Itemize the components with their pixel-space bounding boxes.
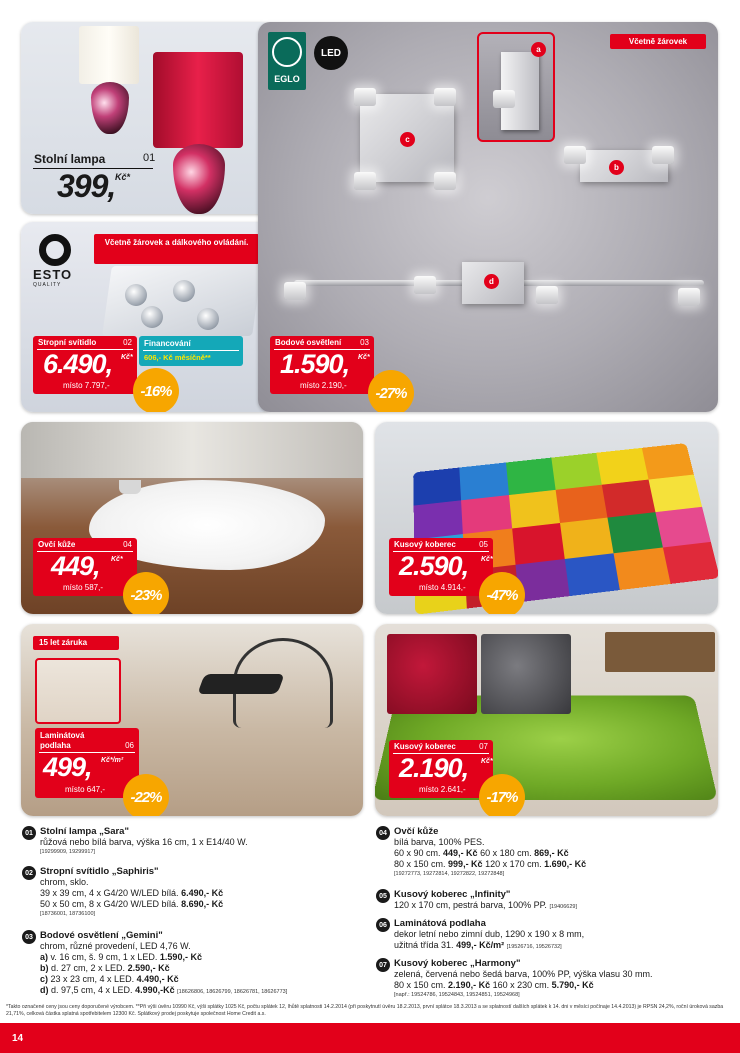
item-number-badge: 02 (22, 866, 36, 880)
spot-head (564, 146, 586, 164)
lamp-base-large (173, 144, 225, 214)
item-variant: užitná třída 31. (394, 940, 454, 950)
product-price: 2.590, (399, 551, 469, 581)
spot-head (434, 88, 456, 106)
item-detail: zelená, červená nebo šedá barva, 100% PP, výška vlasu 30 mm. (394, 969, 653, 979)
item-codes: [19406629] (549, 904, 577, 910)
discount-badge: -22% (123, 774, 169, 816)
item-title: Bodové osvětlení „Gemini" (40, 930, 163, 941)
price-box (389, 740, 493, 798)
spot-head (354, 172, 376, 190)
item-variant: 39 x 39 cm, 4 x G4/20 W/LED bílá. (40, 888, 179, 898)
discount-badge: -47% (479, 572, 525, 614)
shelf-image (605, 632, 715, 672)
divider (143, 350, 239, 351)
red-rug-swatch (387, 634, 477, 714)
price-currency: Kč* (111, 556, 123, 563)
esto-logo-ring-icon (39, 234, 71, 266)
eglo-logo (268, 32, 306, 90)
promo-banner: Včetně žárovek (610, 34, 706, 49)
item-variant-price: 8.690,- Kč (181, 899, 224, 909)
product-name: Ovčí kůže (38, 540, 76, 549)
product-number: 05 (479, 540, 488, 549)
glass-globe-icon (197, 308, 219, 330)
original-price: místo 4.914,- (419, 583, 466, 592)
item-variant-price: 2.190,- Kč (448, 980, 491, 990)
item-number-badge: 06 (376, 918, 390, 932)
footer-bar (0, 1023, 740, 1053)
product-name: Kusový koberec (394, 540, 456, 549)
product-number: 01 (143, 152, 156, 164)
spot-head (493, 90, 515, 108)
price-box (33, 538, 137, 596)
description-06 (376, 918, 726, 951)
item-detail: růžová nebo bílá barva, výška 16 cm, 1 x E14/40 W. (40, 837, 248, 847)
item-number-badge: 03 (22, 930, 36, 944)
product-name: Stropní svítidlo (38, 338, 97, 347)
price-currency: Kč*/m² (101, 757, 124, 764)
led-badge: LED (314, 36, 348, 70)
item-number-badge: 01 (22, 826, 36, 840)
item-variant-price: 2.590,- Kč (127, 963, 170, 973)
product-number: 06 (125, 741, 134, 750)
original-price: místo 587,- (63, 583, 104, 592)
price-currency: Kč* (481, 556, 493, 563)
item-number-badge: 07 (376, 958, 390, 972)
item-title: Kusový koberec „Infinity" (394, 889, 511, 900)
price-box (35, 728, 139, 798)
discount-badge: -16% (133, 368, 179, 412)
variant-tag-a: a (531, 42, 546, 57)
glass-globe-icon (141, 306, 163, 328)
original-price: místo 2.641,- (419, 785, 466, 794)
description-05 (376, 889, 726, 911)
item-number-badge: 05 (376, 889, 390, 903)
item-variant: v. 16 cm, š. 9 cm, 1 x LED. (50, 952, 158, 962)
product-price: 6.490, (43, 349, 113, 379)
product-price: 449, (51, 551, 100, 581)
item-variant-price: 4.490,- Kč (136, 974, 179, 984)
item-variant-price: 869,- Kč (534, 848, 569, 858)
item-variant-price: 6.490,- Kč (181, 888, 224, 898)
item-codes: [např.: 19524786, 19524843, 19524851, 19524968] (394, 992, 520, 998)
item-variant-price: 449,- Kč (443, 848, 478, 858)
description-02 (22, 866, 362, 918)
item-variant: d. 27 cm, 2 x LED. (51, 963, 126, 973)
product-name: Kusový koberec (394, 742, 456, 751)
item-title: Laminátová podlaha (394, 918, 486, 929)
original-price: místo 2.190,- (300, 381, 347, 390)
product-panel-spot-lights[interactable] (258, 22, 718, 412)
item-number-badge: 04 (376, 826, 390, 840)
item-detail: dekor letní nebo zimní dub, 1290 x 190 x 8 mm, (394, 929, 585, 939)
cup-image (119, 480, 141, 494)
description-01 (22, 826, 362, 856)
item-title: Kusový koberec „Harmony" (394, 958, 521, 969)
item-detail: 120 x 170 cm, pestrá barva, 100% PP. (394, 900, 547, 910)
item-variant: 120 x 170 cm. (485, 859, 542, 869)
description-03 (22, 930, 372, 996)
product-panel-ceiling-light[interactable] (21, 222, 273, 412)
discount-badge: -23% (123, 572, 169, 614)
price-currency: Kč* (481, 758, 493, 765)
chair-seat (197, 674, 284, 694)
item-variant-price: 999,- Kč (448, 859, 483, 869)
product-number: 07 (479, 742, 488, 751)
page-number: 14 (12, 1033, 24, 1044)
original-price: místo 647,- (65, 785, 106, 794)
description-07 (376, 958, 734, 999)
item-variant: d. 97,5 cm, 4 x LED. (51, 985, 133, 995)
product-name: Bodové osvětlení (275, 338, 342, 347)
item-variant: 160 x 230 cm. (492, 980, 550, 990)
item-detail: chrom, sklo. (40, 877, 89, 887)
brand-name: ESTO (33, 267, 73, 282)
product-price: 499, (43, 752, 92, 782)
variant-tag-c: c (400, 132, 415, 147)
brand-name: EGLO (274, 74, 300, 84)
product-number: 02 (123, 338, 132, 347)
spot-head (678, 288, 700, 306)
item-variant-price: 499,- Kč/m² (456, 940, 505, 950)
variant-letter: a) (40, 952, 49, 962)
warranty-banner: 15 let záruka (33, 636, 119, 650)
spot-head (414, 276, 436, 294)
item-codes: [18626806, 18626799, 18626781, 18626773] (177, 989, 288, 995)
discount-badge: -17% (479, 774, 525, 816)
spot-head (536, 286, 558, 304)
item-variant: 50 x 50 cm, 8 x G4/20 W/LED bílá. (40, 899, 179, 909)
variant-tag-d: d (484, 274, 499, 289)
item-variant-price: 4.990,-Kč (135, 985, 175, 995)
item-detail: chrom, různé provedení, LED 4,76 W. (40, 941, 191, 951)
lamp-base-small (91, 82, 129, 134)
item-detail: bílá barva, 100% PES. (394, 837, 485, 847)
item-codes: [19272773, 19272814, 19272822, 19272848] (394, 871, 505, 877)
promo-banner: Včetně žárovek a dálkového ovládání. (94, 234, 259, 264)
item-codes: [19299909, 19299917] (40, 849, 96, 855)
esto-logo (33, 234, 79, 288)
price-currency: Kč* (358, 354, 370, 361)
laminate-swatch-image (35, 658, 121, 724)
item-variant-price: 1.590,- Kč (159, 952, 202, 962)
item-variant: 23 x 23 cm, 4 x LED. (50, 974, 135, 984)
item-codes: [18736001, 18736100] (40, 911, 96, 917)
original-price: místo 7.797,- (63, 381, 110, 390)
price-box (270, 336, 374, 394)
item-variant: 60 x 90 cm. (394, 848, 441, 858)
product-price: 1.590, (280, 349, 350, 379)
price-currency: Kč* (121, 354, 133, 361)
item-codes: [19526716, 19526732] (506, 944, 562, 950)
item-variant: 60 x 180 cm. (480, 848, 532, 858)
financing-title: Financování (144, 339, 191, 348)
eglo-logo-ring-icon (272, 37, 302, 67)
variant-letter: c) (40, 974, 49, 984)
wall-background (21, 422, 363, 478)
glass-globe-icon (173, 280, 195, 302)
spot-head (434, 172, 456, 190)
financing-value: 606,- Kč měsíčně** (144, 353, 211, 362)
variant-letter: b) (40, 963, 49, 973)
product-panel-lamp[interactable] (21, 22, 273, 214)
lamp-image-red (153, 52, 243, 148)
product-number: 03 (360, 338, 369, 347)
product-panel-rug-harmony[interactable] (375, 624, 718, 816)
spot-head (354, 88, 376, 106)
spot-head (652, 146, 674, 164)
brand-subtitle: QUALITY (33, 282, 62, 288)
price-box (389, 538, 493, 596)
legal-footnote: *Takto označené ceny jsou ceny doporučené výrobcem. **Při výši úvěru 10990 Kč, výši splátky 1025 Kč, počtu splátek 12, lhůtě splatnosti 14.2.2014 (při poskytnutí úvěru 18.2.2013, první splátce 18.3.2013 a se splatností dalších splátek k 14. dni v měsíci počínaje 14.4.2013) je RPSN 24,2%, roční úroková sazba 21,71%, celková částka splatná spotřebitelem 12300 Kč. Splátkový prodej poskytuje společnost Home Credit a.s. (6, 1004, 724, 1017)
lamp-image-white (79, 26, 139, 84)
product-name: Laminátová podlaha (40, 731, 85, 750)
product-panel-sheepskin[interactable] (21, 422, 363, 614)
discount-badge: -27% (368, 370, 414, 412)
financing-box (139, 336, 243, 366)
price-box (33, 336, 137, 394)
product-price: 2.190, (399, 753, 469, 783)
item-title: Stolní lampa „Sara" (40, 826, 129, 837)
product-name: Stolní lampa (34, 152, 106, 166)
grey-rug-swatch (481, 634, 571, 714)
product-number: 04 (123, 540, 132, 549)
item-variant: 80 x 150 cm. (394, 859, 446, 869)
product-panel-laminate[interactable] (21, 624, 363, 816)
glass-globe-icon (125, 284, 147, 306)
item-variant-price: 5.790,- Kč (551, 980, 594, 990)
item-variant-price: 1.690,- Kč (544, 859, 587, 869)
product-panel-rug-infinity[interactable] (375, 422, 718, 614)
item-title: Stropní svítidlo „Saphiris" (40, 866, 159, 877)
item-title: Ovčí kůže (394, 826, 439, 837)
product-price: 399, (57, 168, 116, 204)
variant-tag-b: b (609, 160, 624, 175)
item-variant: 80 x 150 cm. (394, 980, 446, 990)
description-04 (376, 826, 726, 878)
spot-head (284, 282, 306, 300)
variant-letter: d) (40, 985, 49, 995)
price-currency: Kč* (115, 172, 131, 182)
